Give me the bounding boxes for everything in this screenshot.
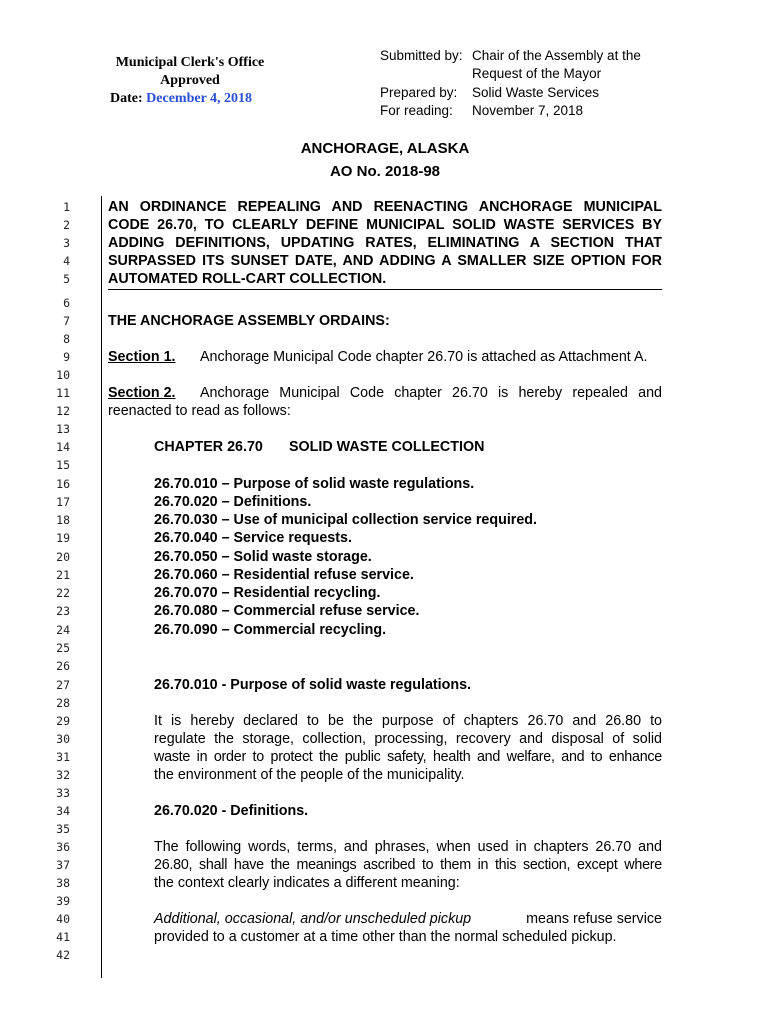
line-number: 41 <box>56 930 70 944</box>
line-number: 20 <box>56 550 70 564</box>
definition-text-cont: provided to a customer at a time other than the normal scheduled pickup. <box>154 929 617 945</box>
toc-item: 26.70.010 – Purpose of solid waste regulations. <box>154 476 475 492</box>
ordinance-title-line: SURPASSED ITS SUNSET DATE, AND ADDING A SMALLER SIZE OPTION FOR <box>108 253 662 269</box>
line-number: 11 <box>56 386 70 400</box>
line-number: 15 <box>56 458 70 472</box>
toc-item: 26.70.080 – Commercial refuse service. <box>154 603 420 619</box>
line-number: 9 <box>63 350 70 364</box>
line-number: 32 <box>56 768 70 782</box>
submission-meta <box>380 47 641 120</box>
line-number: 25 <box>56 641 70 655</box>
submitted-value: Chair of the Assembly at the <box>472 48 641 63</box>
line-number: 40 <box>56 912 70 926</box>
line-number: 26 <box>56 659 70 673</box>
purpose-text-line: regulate the storage, collection, processing, recovery and disposal of solid <box>154 731 662 747</box>
line-number: 10 <box>56 368 70 382</box>
line-number: 21 <box>56 568 70 582</box>
purpose-text-line: the environment of the people of the municipality. <box>154 767 465 783</box>
line-number: 19 <box>56 531 70 545</box>
title-underline <box>108 289 662 290</box>
definition-entry <box>154 910 662 928</box>
stamp-office: Municipal Clerk's Office <box>115 55 265 70</box>
toc-item: 26.70.030 – Use of municipal collection service required. <box>154 512 538 528</box>
toc-item: 26.70.020 – Definitions. <box>154 494 312 510</box>
stamp-status: Approved <box>160 73 220 88</box>
ordinance-title-line: AUTOMATED ROLL-CART COLLECTION. <box>108 271 387 287</box>
line-number: 27 <box>56 678 70 692</box>
definition-term: Additional, occasional, and/or unscheduled pickup <box>154 911 472 927</box>
line-number: 13 <box>56 422 70 436</box>
stamp-date-row <box>110 90 270 108</box>
toc-item: 26.70.060 – Residential refuse service. <box>154 567 414 583</box>
approval-stamp <box>110 54 270 108</box>
stamp-date-label: Date: <box>110 91 143 106</box>
prepared-label: Prepared by: <box>380 84 458 100</box>
line-number: 31 <box>56 750 70 764</box>
ordinance-title-line: ADDING DEFINITIONS, UPDATING RATES, ELIMINATING A SECTION THAT <box>108 235 662 251</box>
stamp-date-value: December 4, 2018 <box>146 91 253 106</box>
line-number: 42 <box>56 948 70 962</box>
line-number: 37 <box>56 858 70 872</box>
toc-item: 26.70.040 – Service requests. <box>154 530 352 546</box>
toc-item: 26.70.070 – Residential recycling. <box>154 585 381 601</box>
line-number: 5 <box>63 272 70 286</box>
submitted-value-cont: Request of the Mayor <box>472 66 602 82</box>
section1-text: Anchorage Municipal Code chapter 26.70 is attached as Attachment A. <box>200 349 648 365</box>
line-number: 23 <box>56 604 70 618</box>
line-number: 7 <box>63 314 70 328</box>
line-number: 8 <box>63 332 70 346</box>
section2-text: Anchorage Municipal Code chapter 26.70 is hereby repealed and <box>200 385 662 401</box>
ordinance-title-line: CODE 26.70, TO CLEARLY DEFINE MUNICIPAL SOLID WASTE SERVICES BY <box>108 217 662 233</box>
line-number: 3 <box>63 236 70 250</box>
line-number: 28 <box>56 696 70 710</box>
line-number: 38 <box>56 876 70 890</box>
reading-value: November 7, 2018 <box>472 102 584 118</box>
ordains-heading: THE ANCHORAGE ASSEMBLY ORDAINS: <box>108 313 390 329</box>
line-number: 4 <box>63 254 70 268</box>
prepared-value: Solid Waste Services <box>472 84 600 100</box>
section2-label: Section 2. <box>108 385 176 401</box>
line-number: 12 <box>56 404 70 418</box>
toc-item: 26.70.050 – Solid waste storage. <box>154 549 372 565</box>
city-heading: ANCHORAGE, ALASKA <box>300 140 470 157</box>
line-number: 18 <box>56 513 70 527</box>
line-number: 16 <box>56 477 70 491</box>
ordinance-title-line: AN ORDINANCE REPEALING AND REENACTING ANCHORAGE MUNICIPAL <box>108 199 662 215</box>
definitions-text-line: the context clearly indicates a different meaning: <box>154 875 460 891</box>
line-number: 30 <box>56 732 70 746</box>
chapter-name: SOLID WASTE COLLECTION <box>289 439 485 455</box>
line-number: 35 <box>56 822 70 836</box>
line-number: 36 <box>56 840 70 854</box>
line-number: 29 <box>56 714 70 728</box>
reading-label: For reading: <box>380 102 453 118</box>
line-number: 17 <box>56 495 70 509</box>
line-number: 39 <box>56 894 70 908</box>
line-number: 14 <box>56 440 70 454</box>
line-number: 1 <box>63 200 70 214</box>
submitted-label: Submitted by: <box>380 48 463 63</box>
ao-number: AO No. 2018-98 <box>329 163 441 180</box>
toc-item: 26.70.090 – Commercial recycling. <box>154 622 387 638</box>
purpose-heading: 26.70.010 - Purpose of solid waste regulations. <box>154 677 472 693</box>
definitions-text-line: The following words, terms, and phrases, when used in chapters 26.70 and <box>154 839 662 855</box>
purpose-text-line: It is hereby declared to be the purpose of chapters 26.70 and 26.80 to <box>154 713 662 729</box>
chapter-number: CHAPTER 26.70 <box>154 439 263 455</box>
definitions-heading: 26.70.020 - Definitions. <box>154 803 309 819</box>
line-number: 24 <box>56 623 70 637</box>
section2-text-cont: reenacted to read as follows: <box>108 403 291 419</box>
section1-label: Section 1. <box>108 349 176 365</box>
definitions-text-line: 26.80, shall have the meanings ascribed to them in this section, except where <box>154 857 662 873</box>
line-number: 6 <box>63 296 70 310</box>
purpose-text-line: waste in order to protect the public safety, health and welfare, and to enhance <box>154 749 662 765</box>
line-number: 22 <box>56 586 70 600</box>
line-number: 34 <box>56 804 70 818</box>
definition-term-rest: means refuse service <box>526 911 662 927</box>
line-number: 33 <box>56 786 70 800</box>
line-number: 2 <box>63 218 70 232</box>
